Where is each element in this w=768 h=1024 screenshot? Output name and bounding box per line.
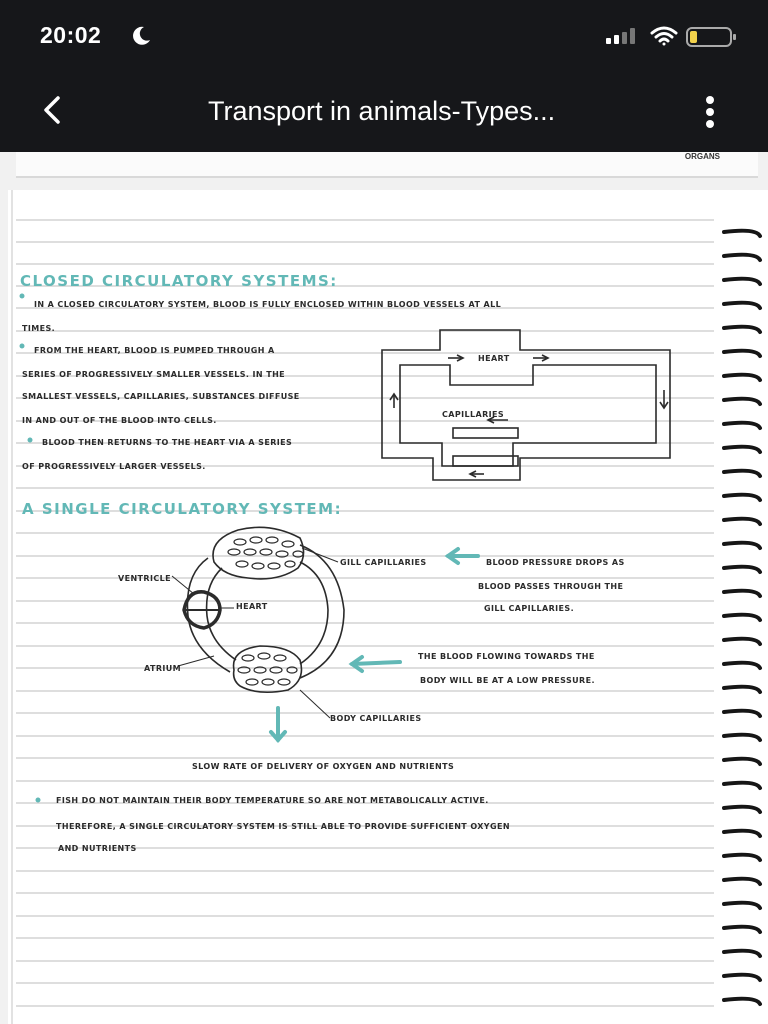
- gill-note-line-3: GILL CAPILLARIES.: [484, 604, 575, 613]
- wifi-icon: [650, 26, 678, 46]
- battery-icon: [686, 26, 738, 48]
- status-time: 20:02: [40, 22, 102, 48]
- label-ventricle: VENTRICLE: [118, 574, 171, 583]
- notebook-page-drawing: [8, 190, 768, 1024]
- fish-line-2: THEREFORE, A SINGLE CIRCULATORY SYSTEM IS STILL ABLE TO PROVIDE SUFFICIENT OXYGEN: [56, 822, 510, 831]
- gill-note-line-1: BLOOD PRESSURE DROPS AS: [486, 558, 625, 567]
- signal-icon: [606, 28, 640, 44]
- moon-icon: [130, 25, 152, 47]
- gill-note-line-2: BLOOD PASSES THROUGH THE: [478, 582, 624, 591]
- body-note-line-1: THE BLOOD FLOWING TOWARDS THE: [418, 652, 595, 661]
- body-note-line-2: BODY WILL BE AT A LOW PRESSURE.: [420, 676, 595, 685]
- label-gill-capillaries: GILL CAPILLARIES: [340, 558, 427, 567]
- more-vert-icon[interactable]: [700, 95, 720, 129]
- label-heart: HEART: [236, 602, 268, 611]
- closed-line-1: IN A CLOSED CIRCULATORY SYSTEM, BLOOD IS FULLY ENCLOSED WITHIN BLOOD VESSELS AT ALL: [34, 300, 502, 309]
- fish-line-1: FISH DO NOT MAINTAIN THEIR BODY TEMPERATURE SO ARE NOT METABOLICALLY ACTIVE.: [56, 796, 489, 805]
- diagram-caption: SLOW RATE OF DELIVERY OF OXYGEN AND NUTRIENTS: [192, 762, 455, 771]
- page-title: Transport in animals-Types...: [208, 96, 556, 126]
- heading-single-system: A SINGLE CIRCULATORY SYSTEM:: [22, 500, 343, 518]
- notebook-page-photo: [8, 190, 768, 1024]
- fish-line-3: AND NUTRIENTS: [58, 844, 137, 853]
- closed-line-3: FROM THE HEART, BLOOD IS PUMPED THROUGH A: [34, 346, 275, 355]
- diagram-capillaries-label: CAPILLARIES: [442, 410, 505, 419]
- back-arrow-icon[interactable]: [36, 92, 72, 128]
- diagram-heart-label: HEART: [478, 354, 510, 363]
- previous-page-edge: [16, 152, 758, 178]
- label-atrium: ATRIUM: [144, 664, 182, 673]
- document-viewer[interactable]: [0, 152, 768, 1024]
- top-bar: [0, 0, 768, 152]
- label-body-capillaries: BODY CAPILLARIES: [330, 714, 422, 723]
- closed-line-2: TIMES.: [22, 324, 56, 333]
- previous-page-word: ORGANS: [684, 152, 720, 161]
- closed-line-6: IN AND OUT OF THE BLOOD INTO CELLS.: [22, 416, 217, 425]
- closed-line-8: OF PROGRESSIVELY LARGER VESSELS.: [22, 462, 206, 471]
- heading-closed-systems: CLOSED CIRCULATORY SYSTEMS:: [20, 272, 338, 290]
- closed-line-4: SERIES OF PROGRESSIVELY SMALLER VESSELS. IN THE: [22, 370, 286, 379]
- closed-line-7: BLOOD THEN RETURNS TO THE HEART VIA A SERIES: [42, 438, 293, 447]
- closed-line-5: SMALLEST VESSELS, CAPILLARIES, SUBSTANCES DIFFUSE: [22, 392, 300, 401]
